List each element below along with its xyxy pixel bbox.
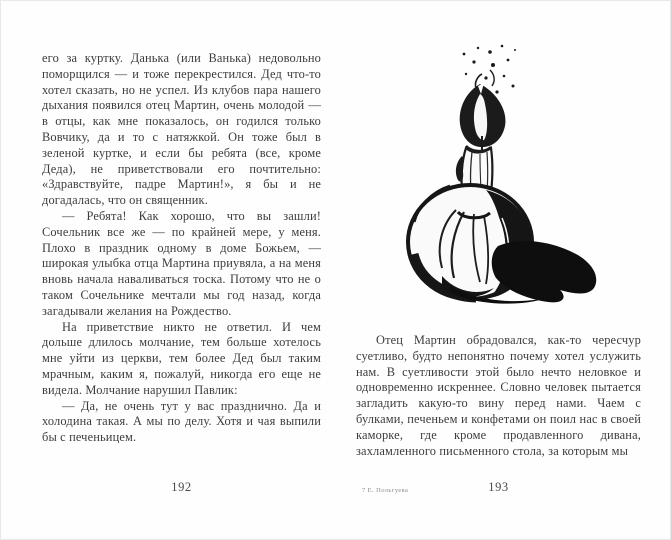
candle-illustration [398, 40, 608, 308]
paragraph: его за куртку. Данька (или Ванька) недовольно поморщился — и тоже перекрестился. Дед что-то хотел сказать, но не успел. Из клубов пара нашего дыхания появился отец Мартин, очень молодой — в отцы, как мне показалось, он годился только Вовчику, да и то с натяжкой. Он тоже был в зеленой куртке, и если бы ребята (все, кроме Деда), не приветствовали его почтительно: «Здравствуйте, падре Мартин!», я бы и не догадалась, что он священник. [42, 51, 321, 208]
page-left [0, 0, 335, 540]
signature-mark: 7 Е. Польгуева [362, 487, 409, 494]
left-text-block [42, 51, 321, 446]
candle-flame [460, 70, 506, 150]
page-number-left: 192 [171, 480, 192, 494]
page-number-right: 193 [488, 480, 509, 494]
paragraph: — Ребята! Как хорошо, что вы зашли! Сочельник все же — по крайней мере, у меня. Плохо в праздник одному в доме Божьем, — широкая улыбка отца Мартина приувяла, а на меня вновь начала наваливаться тоска. Потому что не о таком Сочельнике мечтали мы год назад, когда загадывали желания на Рождество. [42, 208, 321, 318]
page-right [335, 0, 671, 540]
paragraph: На приветствие никто не ответил. И чем дольше длилось молчание, тем больше хотелось мне уйти из церкви, тем более Дед был таким мрачным, каким я, пожалуй, никогда его еще не видела. Молчание нарушил Павлик: [42, 319, 321, 397]
ink-spatter-dots [463, 45, 516, 94]
paragraph: — Да, не очень тут у вас празднично. Да и холодина такая. А мы по делу. Хотя и чая выпили бы с печеньицем. [42, 398, 321, 445]
right-text-block [356, 333, 641, 459]
paragraph: Отец Мартин обрадовался, как-то чересчур суетливо, будто непонятно почему хотел услужить нам. В суетливости этой было нечто неловкое и одновременно искреннее. Словно человек пытается загладить какую-то вину перед нами. Чаем с булками, печеньем и конфетами он поил нас в своей каморке, где кроме продавленного дивана, захламленного письменного стола, за которым мы [356, 333, 641, 458]
